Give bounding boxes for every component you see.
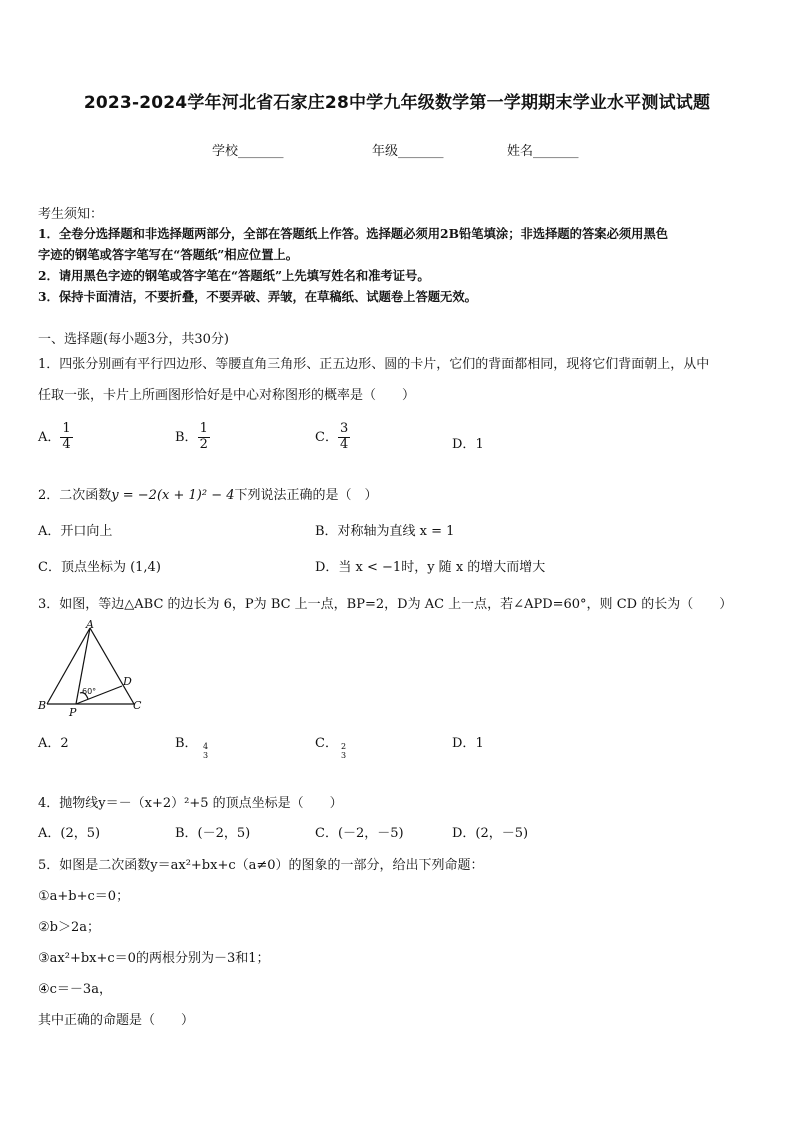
q4-option-c: C．(－2，－5) — [315, 826, 404, 841]
q3-option-c: C． 2 3 — [315, 736, 347, 761]
q2-option-b: B．对称轴为直线 x = 1 — [315, 524, 455, 539]
q5-item-4: ④c＝－3a， — [38, 982, 112, 997]
page-title: 2023-2024学年河北省石家庄28中学九年级数学第一学期期末学业水平测试试题 — [83, 93, 711, 113]
notice-item-1b: 字迹的钢笔或答字笔写在“答题纸”相应位置上。 — [38, 247, 299, 262]
q4-stem: 4．抛物线y＝－（x+2）²+5 的顶点坐标是（ ） — [38, 796, 343, 811]
q1-option-b: B． $\frac{1}{2}$ — [175, 421, 208, 452]
q1-option-a: A． $\frac{1}{4}$ — [38, 421, 71, 452]
q2-option-d: D．当 x < −1时，y 随 x 的增大而增大 — [315, 560, 546, 575]
grade-field: 年级_______ — [372, 144, 444, 159]
q3-option-d: D．1 — [452, 736, 484, 751]
q3-option-a: A．2 — [38, 736, 69, 751]
q1-stem-line1: 1．四张分别画有平行四边形、等腰直角三角形、正五边形、圆的卡片，它们的背面都相同，现将它们背面朝上，从中 — [38, 357, 710, 372]
notice-item-1: 1．全卷分选择题和非选择题两部分，全部在答题纸上作答。选择题必须用2B铅笔填涂；非选择题的答案必须用黑色 — [38, 226, 669, 241]
q1-option-d: D．1 — [452, 437, 484, 452]
q3-option-b: B． 4 3 — [175, 736, 209, 761]
q1-option-c: C． $\frac{3}{4}$ — [315, 421, 349, 452]
label-a: A — [86, 618, 94, 631]
q2-formula: y = −2(x + 1)² − 4 — [111, 488, 235, 503]
triangle-figure — [36, 618, 146, 718]
label-c: C — [133, 699, 142, 712]
label-d: D — [123, 675, 132, 688]
q5-question-end: 其中正确的命题是（ ） — [38, 1013, 195, 1028]
q2-option-c: C．顶点坐标为 (1,4) — [38, 560, 161, 575]
q4-option-a: A．(2，5) — [38, 826, 101, 841]
notice-item-2: 2．请用黑色字迹的钢笔或答字笔在“答题纸”上先填写姓名和准考证号。 — [38, 268, 430, 283]
name-field: 姓名_______ — [507, 144, 579, 159]
section-heading: 一、选择题(每小题3分，共30分) — [38, 332, 229, 347]
notice-item-3: 3．保持卡面清洁，不要折叠，不要弄破、弄皱，在草稿纸、试题卷上答题无效。 — [38, 289, 477, 304]
label-b: B — [38, 699, 47, 712]
q5-item-3: ③ax²+bx+c＝0的两根分别为－3和1； — [38, 951, 270, 966]
q1-stem-line2: 任取一张，卡片上所画图形恰好是中心对称图形的概率是（ ） — [38, 388, 416, 403]
label-angle: 60° — [82, 687, 97, 696]
label-p: P — [69, 706, 77, 718]
q5-stem: 5．如图是二次函数y＝ax²+bx+c（a≠0）的图象的一部分，给出下列命题： — [38, 858, 484, 873]
school-field: 学校_______ — [212, 144, 284, 159]
q5-item-1: ①a+b+c＝0； — [38, 889, 130, 904]
q4-option-b: B．(－2，5) — [175, 826, 251, 841]
edge-ac — [90, 628, 134, 704]
q2-option-a: A．开口向上 — [38, 524, 113, 539]
q4-option-d: D．(2，－5) — [452, 826, 529, 841]
q5-item-2: ②b＞2a； — [38, 920, 100, 935]
notice-heading: 考生须知： — [38, 207, 104, 222]
q2-stem: 2．二次函数y = −2(x + 1)² − 4下列说法正确的是（ ） — [38, 488, 378, 503]
q3-stem: 3．如图，等边△ABC 的边长为 6，P为 BC 上一点，BP=2，D为 AC 上一点，若∠APD=60°，则 CD 的长为（ ） — [38, 597, 733, 612]
